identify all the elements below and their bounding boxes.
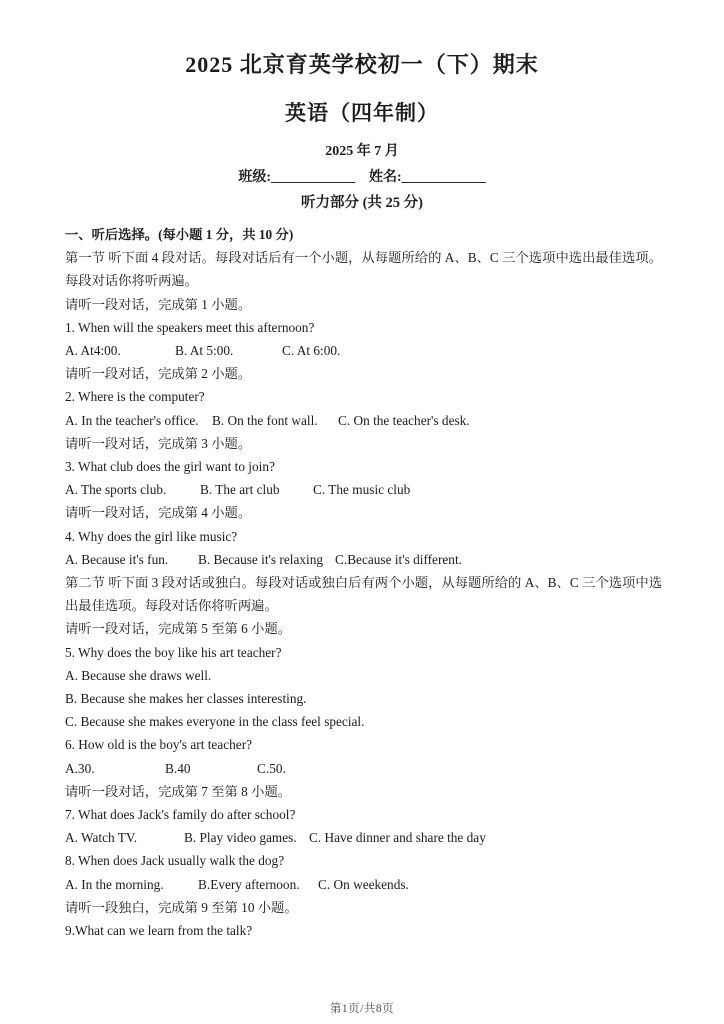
question-8-options-b: B.Every afternoon. <box>198 876 300 892</box>
question-8-options-a: A. In the morning. <box>65 876 164 892</box>
class-blank-field: ____________ <box>271 170 355 185</box>
question-2: 2. Where is the computer? <box>65 389 205 405</box>
question-6-options-b: B.40 <box>165 760 191 776</box>
student-info-line <box>0 167 724 189</box>
question-8: 8. When does Jack usually walk the dog? <box>65 853 285 869</box>
question-7-options-c: C. Have dinner and share the day <box>309 830 486 846</box>
question-5-option-a: A. Because she draws well. <box>65 667 212 683</box>
question-9: 9.What can we learn from the talk? <box>65 923 253 939</box>
question-4-options <box>65 548 662 571</box>
listen-prompt-q9-10: 请听一段独白，完成第 9 至第 10 小题。 <box>65 899 298 915</box>
question-3-options <box>65 478 662 501</box>
section2-instructions: 第二节 听下面 3 段对话或独白。每段对话或独白后有两个小题，从每题所给的 A、B、C 三个选项中选出最佳选项。每段对话你将听两遍。 <box>65 575 662 614</box>
question-3-options-a: A. The sports club. <box>65 482 167 498</box>
question-6: 6. How old is the boy's art teacher? <box>65 737 253 753</box>
listen-prompt-q5-6: 请听一段对话，完成第 5 至第 6 小题。 <box>65 621 292 637</box>
question-8-options-c: C. On weekends. <box>318 876 409 892</box>
question-4-options-a: A. Because it's fun. <box>65 551 169 567</box>
question-7-options-a: A. Watch TV. <box>65 830 138 846</box>
question-7-options-b: B. Play video games. <box>184 830 297 846</box>
exam-date: 2025 年 7 月 <box>325 144 399 159</box>
name-blank-field: ____________ <box>401 170 486 185</box>
question-7: 7. What does Jack's family do after school? <box>65 807 296 823</box>
question-2-options <box>65 409 662 432</box>
listening-section-header: 听力部分 (共 25 分) <box>300 195 424 211</box>
question-3-options-c: C. The music club <box>313 482 411 498</box>
question-3: 3. What club does the girl want to join? <box>65 459 275 475</box>
question-5-option-b: B. Because she makes her classes interesting. <box>65 691 307 707</box>
question-3-options-b: B. The art club <box>200 482 280 498</box>
listen-prompt-q7-8: 请听一段对话，完成第 7 至第 8 小题。 <box>65 783 292 799</box>
listen-prompt-q1: 请听一段对话，完成第 1 小题。 <box>65 296 252 312</box>
question-6-options-a: A.30. <box>65 760 95 776</box>
question-7-options <box>65 826 662 849</box>
listen-prompt-q4: 请听一段对话，完成第 4 小题。 <box>65 505 252 521</box>
question-1-options <box>65 339 662 362</box>
question-6-options <box>65 757 662 780</box>
question-6-options-c: C.50. <box>257 760 286 776</box>
name-label: 姓名: <box>369 170 402 185</box>
exam-subject: 英语（四年制） <box>285 101 439 125</box>
question-1-options-b: B. At 5:00. <box>175 343 234 359</box>
listen-prompt-q3: 请听一段对话，完成第 3 小题。 <box>65 435 252 451</box>
exam-body <box>0 223 724 942</box>
class-label: 班级: <box>238 170 271 185</box>
listen-prompt-q2: 请听一段对话，完成第 2 小题。 <box>65 366 252 382</box>
exam-title: 2025 北京育英学校初一（下）期末 <box>185 52 539 77</box>
question-4-options-c: C.Because it's different. <box>335 551 462 567</box>
question-8-options <box>65 873 662 896</box>
section1-instructions: 第一节 听下面 4 段对话。每段对话后有一个小题，从每题所给的 A、B、C 三个选项中选出最佳选项。每段对话你将听两遍。 <box>65 250 662 289</box>
question-5: 5. Why does the boy like his art teacher? <box>65 644 282 660</box>
question-2-options-b: B. On the font wall. <box>212 412 318 428</box>
question-4: 4. Why does the girl like music? <box>65 528 238 544</box>
part1-heading: 一、听后选择。(每小题 1 分，共 10 分) <box>65 227 294 242</box>
question-2-options-a: A. In the teacher's office. <box>65 412 199 428</box>
question-2-options-c: C. On the teacher's desk. <box>338 412 470 428</box>
question-1: 1. When will the speakers meet this afternoon? <box>65 319 315 335</box>
question-4-options-b: B. Because it's relaxing <box>198 551 323 567</box>
question-5-option-c: C. Because she makes everyone in the class feel special. <box>65 714 365 730</box>
question-1-options-a: A. At4:00. <box>65 343 121 359</box>
question-1-options-c: C. At 6:00. <box>282 343 341 359</box>
page-number: 第1页/共8页 <box>329 1003 395 1015</box>
